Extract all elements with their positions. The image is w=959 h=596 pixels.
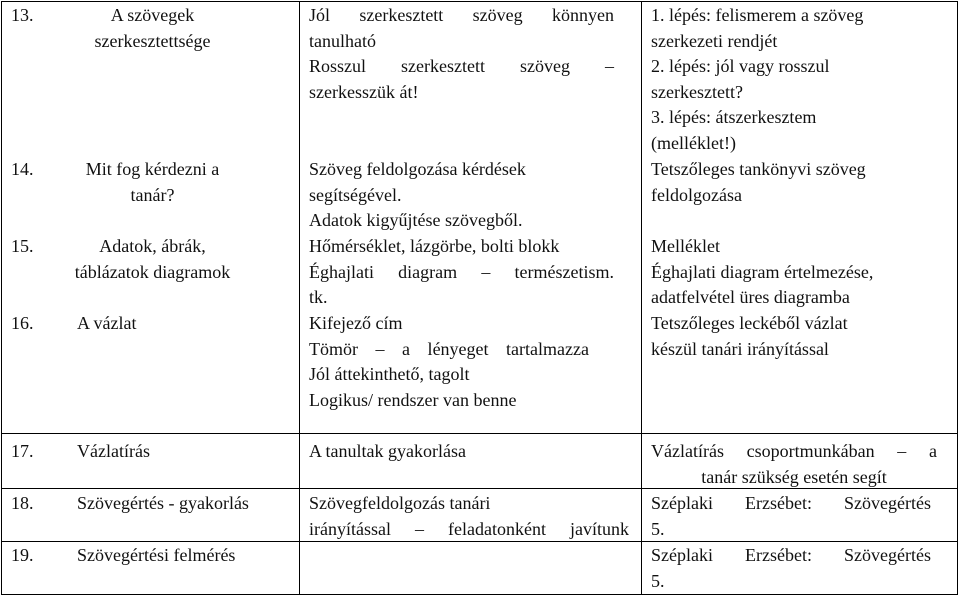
divider-lower-col-1 [299, 433, 300, 595]
content-line: Rosszul szerkesztett szöveg – [309, 56, 614, 76]
content-line: Jól szerkesztett szöveg könnyen [309, 5, 614, 25]
activity-cell [651, 234, 951, 311]
content-line: irányítással – feladatonként javítunk [309, 518, 629, 539]
content-line: Adatok kigyűjtése szövegből. [309, 210, 523, 230]
activity-line: 1. lépés: felismerem a szöveg [651, 5, 864, 25]
content-line: Logikus/ rendszer van benne [309, 389, 517, 410]
activity-line: adatfelvétel üres diagramba [651, 287, 850, 307]
activity-line: szerkezeti rendjét [651, 30, 778, 51]
activity-line: 2. lépés: jól vagy rosszul [651, 56, 830, 76]
activity-cell [651, 543, 931, 594]
content-line: Szövegfeldolgozás tanári [309, 493, 491, 513]
row-number: 18. [11, 493, 34, 513]
content-line: Tömör – a lényeget tartalmazza [309, 338, 589, 359]
topic-line: szerkesztettsége [94, 30, 211, 51]
topic-cell [60, 3, 245, 54]
activity-line: Tetszőleges tankönyvi szöveg [651, 159, 866, 179]
topic-cell [60, 157, 245, 208]
content-line: Éghajlati diagram – természetism. [309, 261, 614, 282]
row-number: 19. [11, 545, 34, 565]
activity-cell [651, 311, 951, 362]
divider-lower-col-2 [641, 433, 642, 595]
divider-upper-col-2 [641, 1, 642, 433]
activity-line: Széplaki Erzsébet: Szövegértés [651, 545, 931, 565]
content-cell [309, 311, 589, 413]
activity-cell [651, 157, 951, 208]
activity-cell [651, 439, 937, 490]
topic-line: Mit fog kérdezni a [85, 159, 220, 179]
activity-line: feldolgozása [651, 184, 742, 205]
topic-line: táblázatok diagramok [74, 261, 231, 282]
border-top [1, 1, 958, 2]
content-cell [309, 491, 629, 542]
topic-cell: Vázlatírás [77, 441, 150, 461]
content-line: tanulható [309, 30, 376, 51]
content-cell [309, 157, 614, 234]
border-bottom [1, 594, 958, 595]
activity-line: 3. lépés: átszerkesztem [651, 107, 817, 127]
content-line: tk. [309, 287, 328, 307]
content-line: Jól áttekinthető, tagolt [309, 364, 470, 384]
row-number: 17. [11, 441, 34, 461]
activity-line: 5. [651, 518, 665, 539]
activity-line: készül tanári irányítással [651, 338, 829, 359]
topic-cell: A vázlat [77, 313, 137, 333]
activity-cell [651, 3, 951, 156]
activity-line: 5. [651, 570, 665, 591]
content-line: Hőmérséklet, lázgörbe, bolti blokk [309, 236, 560, 256]
row-number: 13. [11, 5, 34, 25]
topic-cell [60, 234, 245, 285]
content-line: Kifejező cím [309, 313, 403, 333]
row-number: 15. [11, 236, 34, 256]
divider-upper-lower [1, 433, 958, 434]
row-number: 14. [11, 159, 34, 179]
activity-line: Tetszőleges leckéből vázlat [651, 313, 848, 333]
content-cell: A tanultak gyakorlása [309, 441, 466, 461]
content-cell [309, 234, 614, 311]
activity-line: szerkesztett? [651, 81, 743, 102]
activity-line: Vázlatírás csoportmunkában – a [651, 441, 937, 461]
content-cell [309, 3, 614, 105]
topic-cell: Szövegértés - gyakorlás [77, 493, 249, 513]
content-line: szerkesszük át! [309, 81, 419, 102]
border-left [1, 1, 2, 595]
topic-line: tanár? [130, 184, 175, 205]
row-number: 16. [11, 313, 34, 333]
activity-line: tanár szükség esetén segít [701, 466, 887, 487]
activity-line: (melléklet!) [651, 132, 736, 153]
activity-cell [651, 491, 931, 542]
divider-upper-col-1 [299, 1, 300, 433]
content-line: segítségével. [309, 184, 402, 205]
border-right [957, 1, 958, 595]
activity-line: Melléklet [651, 236, 720, 256]
topic-line: Adatok, ábrák, [99, 236, 206, 256]
topic-cell: Szövegértési felmérés [77, 545, 236, 565]
topic-line: A szövegek [110, 5, 195, 25]
activity-line: Éghajlati diagram értelmezése, [651, 261, 874, 282]
activity-line: Széplaki Erzsébet: Szövegértés [651, 493, 931, 513]
content-line: Szöveg feldolgozása kérdések [309, 159, 526, 179]
